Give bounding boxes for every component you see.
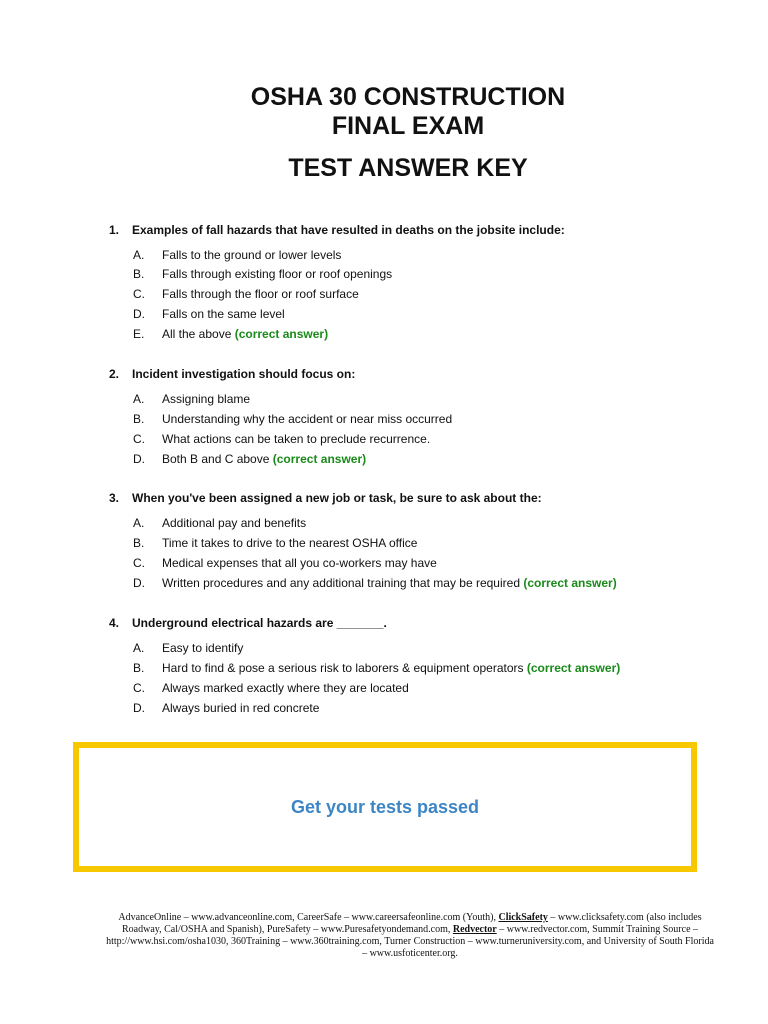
option-text: Additional pay and benefits: [162, 516, 307, 530]
option-1e: [133, 326, 328, 342]
option-text: Understanding why the accident or near miss occurred: [162, 412, 453, 426]
correct-answer-label: (correct answer): [234, 327, 329, 341]
footer-text-3: – www.redvector.com, Summit Training Source – http://www.hsi.com/osha1030, 360Training – www.360training.com, Turner Construction – www.turneruniversity.com, and University of South Florida – www.usfoticenter.org.: [106, 924, 714, 959]
question-text: Incident investigation should focus on:: [132, 367, 356, 381]
option-letter: E.: [133, 327, 145, 341]
option-text: Always marked exactly where they are located: [162, 681, 409, 695]
question-4-heading: [109, 615, 387, 631]
footer-text-2: – www.clicksafety.com (also includes Roadway, Cal/OSHA and Spanish), PureSafety – www.Puresafetyondemand.com,: [121, 912, 702, 935]
option-text: Medical expenses that all you co-workers may have: [162, 556, 437, 570]
option-4d: [133, 700, 319, 716]
option-1b: [133, 266, 392, 282]
option-text: Both B and C above: [162, 452, 273, 466]
option-4c: [133, 680, 409, 696]
title-line-1: OSHA 30 CONSTRUCTION: [250, 83, 566, 111]
correct-answer-label: (correct answer): [272, 452, 367, 466]
option-4b: [133, 660, 620, 676]
option-letter: A.: [133, 641, 145, 655]
question-text: Underground electrical hazards are _______.: [132, 616, 387, 630]
option-letter: C.: [133, 287, 145, 301]
option-3a: [133, 515, 306, 531]
option-2b: [133, 411, 452, 427]
option-letter: C.: [133, 432, 145, 446]
option-3b: [133, 535, 417, 551]
question-number: 3.: [109, 491, 120, 505]
option-2d: [133, 451, 366, 467]
option-text: Easy to identify: [162, 641, 244, 655]
option-letter: C.: [133, 681, 145, 695]
option-text: Hard to find & pose a serious risk to laborers & equipment operators: [162, 661, 527, 675]
question-3-heading: [109, 490, 542, 506]
footer-redvector: Redvector: [452, 924, 497, 935]
option-4a: [133, 640, 243, 656]
option-text: What actions can be taken to preclude recurrence.: [162, 432, 431, 446]
option-text: Always buried in red concrete: [162, 701, 320, 715]
question-text: Examples of fall hazards that have resulted in deaths on the jobsite include:: [132, 223, 565, 237]
option-3d: [133, 575, 617, 591]
option-2a: [133, 391, 250, 407]
correct-answer-label: (correct answer): [523, 576, 617, 590]
option-1d: [133, 306, 285, 322]
title-line-3: TEST ANSWER KEY: [288, 154, 528, 182]
option-letter: B.: [133, 412, 145, 426]
option-1c: [133, 286, 359, 302]
question-2-heading: [109, 366, 355, 382]
option-2c: [133, 431, 430, 447]
option-text: Falls on the same level: [162, 307, 285, 321]
option-text: Time it takes to drive to the nearest OSHA office: [162, 536, 418, 550]
option-letter: D.: [133, 307, 145, 321]
option-letter: A.: [133, 248, 145, 262]
question-number: 2.: [109, 367, 120, 381]
option-letter: A.: [133, 392, 145, 406]
title-line-2: FINAL EXAM: [331, 112, 485, 140]
correct-answer-label: (correct answer): [526, 661, 621, 675]
footer-text-1: AdvanceOnline – www.advanceonline.com, CareerSafe – www.careersafeonline.com (Youth),: [118, 912, 499, 923]
footer-clicksafety: ClickSafety: [498, 912, 548, 923]
option-text: Falls through existing floor or roof openings: [162, 267, 393, 281]
option-3c: [133, 555, 437, 571]
option-letter: C.: [133, 556, 145, 570]
option-letter: D.: [133, 452, 145, 466]
option-letter: B.: [133, 536, 145, 550]
option-1a: [133, 247, 341, 263]
question-number: 4.: [109, 616, 120, 630]
option-letter: D.: [133, 576, 145, 590]
question-1-heading: [109, 222, 565, 238]
promo-banner[interactable]: [73, 742, 697, 872]
option-letter: B.: [133, 267, 145, 281]
question-text: When you've been assigned a new job or task, be sure to ask about the:: [132, 491, 542, 505]
option-text: All the above: [162, 327, 235, 341]
option-letter: B.: [133, 661, 145, 675]
option-text: Falls through the floor or roof surface: [162, 287, 359, 301]
option-text: Assigning blame: [162, 392, 251, 406]
option-letter: D.: [133, 701, 145, 715]
option-text: Written procedures and any additional training that may be required: [162, 576, 524, 590]
promo-link[interactable]: Get your tests passed: [290, 796, 480, 817]
footer-sources: [104, 912, 716, 960]
option-letter: A.: [133, 516, 145, 530]
option-text: Falls to the ground or lower levels: [162, 248, 342, 262]
question-number: 1.: [109, 223, 120, 237]
